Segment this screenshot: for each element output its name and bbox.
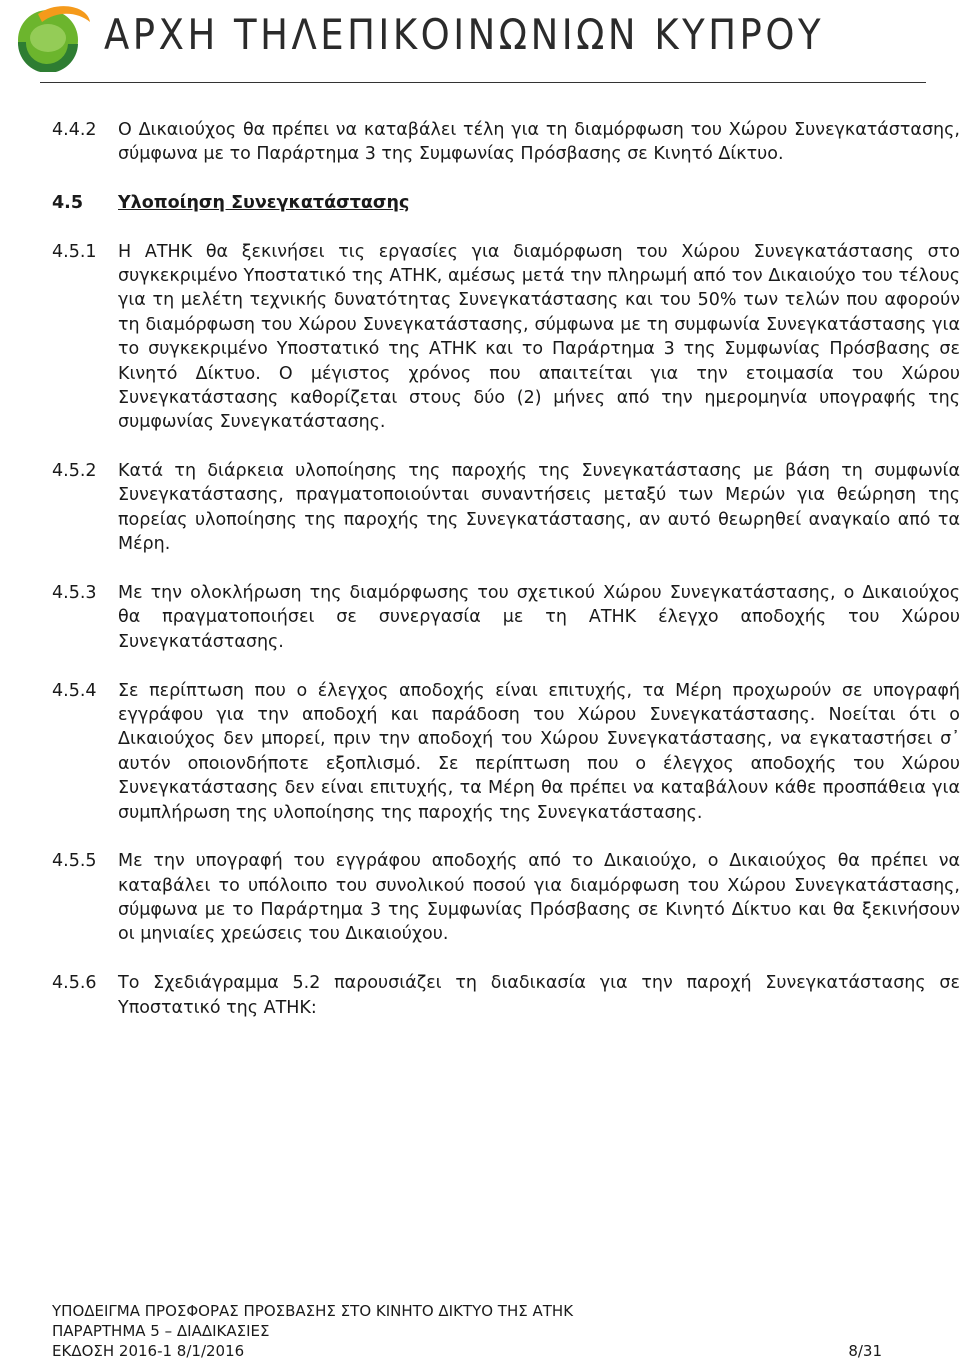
- section-text: Κατά τη διάρκεια υλοποίησης της παροχής της Συνεγκατάστασης με βάση τη συμφωνία Συνεγκατάστασης, πραγματοποιούνται συναντήσεις μεταξύ των Μερών για θεώρηση της πορείας υλοποίησης της παροχής της Συνεγκατάστασης, αν αυτό θεωρηθεί αναγκαίο από τα Μέρη.: [118, 461, 960, 555]
- page-footer: [52, 1301, 882, 1361]
- section-text: Το Σχεδιάγραμμα 5.2 παρουσιάζει τη διαδικασία για την παροχή Συνεγκατάστασης σε Υποστατικό της ΑΤΗΚ:: [118, 973, 960, 1018]
- section-text: Ο Δικαιούχος θα πρέπει να καταβάλει τέλη για τη διαμόρφωση του Χώρου Συνεγκατάστασης, σύμφωνα με το Παράρτημα 3 της Συμφωνίας Πρόσβασης σε Κινητό Δίκτυο.: [118, 120, 960, 165]
- section-4-5-3: [52, 581, 960, 654]
- section-text: Με την υπογραφή του εγγράφου αποδοχής από το Δικαιούχο, ο Δικαιούχος θα πρέπει να καταβάλει το υπόλοιπο του συνολικού ποσού για διαμόρφωση του Χώρου Συνεγκατάστασης, σύμφωνα με το Παράρτημα 3 της Συμφωνίας Πρόσβασης σε Κινητό Δίκτυο και θα ξεκινήσουν οι μηνιαίες χρεώσεις του Δικαιούχου.: [118, 851, 960, 945]
- section-number: 4.5.6: [52, 973, 97, 994]
- section-title: Υλοποίηση Συνεγκατάστασης: [118, 193, 410, 214]
- page-number: 8/31: [848, 1342, 882, 1360]
- section-4-5-5: [52, 849, 960, 947]
- section-4-5-1: [52, 240, 960, 435]
- section-number: 4.5.1: [52, 241, 97, 262]
- organization-name: ΑΡΧΗ ΤΗΛΕΠΙΚΟΙΝΩΝΙΩΝ ΚΥΠΡΟΥ: [104, 10, 825, 59]
- section-number: 4.5.5: [52, 851, 97, 872]
- section-text: Η ΑΤΗΚ θα ξεκινήσει τις εργασίες για διαμόρφωση του Χώρου Συνεγκατάστασης στο συγκεκριμένο Υποστατικό της ΑΤΗΚ, αμέσως μετά την πληρωμή από τον Δικαιούχο του τέλους για τη μελέτη τεχνικής δυνατότητας Συνεγκατάστασης και του 50% των τελών που αφορούν τη διαμόρφωση του Χώρου Συνεγκατάστασης, σύμφωνα με τη συμφωνία Συνεγκατάστασης για το συγκεκριμένο Υποστατικό της ΑΤΗΚ και το Παράρτημα 3 της Συμφωνίας Πρόσβασης σε Κινητό Δίκτυο. Ο μέγιστος χρόνος που απαιτείται για την ετοιμασία του Χώρου Συνεγκατάστασης καθορίζεται στους δύο (2) μήνες από την ημερομηνία υπογραφής της συμφωνίας Συνεγκατάστασης.: [118, 241, 960, 433]
- section-number: 4.4.2: [52, 120, 97, 140]
- section-heading-4-5: [52, 191, 960, 215]
- section-text: Σε περίπτωση που ο έλεγχος αποδοχής είναι επιτυχής, τα Μέρη προχωρούν σε υπογραφή εγγράφου για την αποδοχή και παράδοση του Χώρου Συνεγκατάστασης. Νοείται ότι ο Δικαιούχος δεν μπορεί, πριν την αποδοχή του Χώρου Συνεγκατάστασης, να εγκαταστήσει σ᾽ αυτόν οποιονδήποτε εξοπλισμό. Σε περίπτωση που ο έλεγχος αποδοχής του Χώρου Συνεγκατάστασης δεν είναι επιτυχής, τα Μέρη θα πρέπει να καταβάλουν κάθε προσπάθεια για συμπλήρωση της υλοποίησης της παροχής της Συνεγκατάστασης.: [118, 680, 960, 823]
- footer-document-title: ΥΠΟΔΕΙΓΜΑ ΠΡΟΣΦΟΡΑΣ ΠΡΟΣΒΑΣΗΣ ΣΤΟ ΚΙΝΗΤΟ ΔΙΚΤΥΟ ΤΗΣ ΑΤΗΚ: [52, 1302, 574, 1320]
- cyta-logo-icon: [8, 2, 92, 72]
- header-divider: [40, 82, 926, 83]
- footer-annex: ΠΑΡΑΡΤΗΜΑ 5 – ΔΙΑΔΙΚΑΣΙΕΣ: [52, 1322, 270, 1340]
- section-text: Με την ολοκλήρωση της διαμόρφωσης του σχετικού Χώρου Συνεγκατάστασης, ο Δικαιούχος θα πραγματοποιήσει σε συνεργασία με τη ΑΤΗΚ έλεγχο αποδοχής του Χώρου Συνεγκατάστασης.: [118, 582, 960, 652]
- footer-version-row: [52, 1341, 882, 1361]
- section-number: 4.5.4: [52, 680, 97, 701]
- section-4-4-2: [52, 118, 960, 167]
- section-4-5-4: [52, 679, 960, 825]
- section-number: 4.5.2: [52, 461, 97, 482]
- footer-version: ΕΚΔΟΣΗ 2016-1 8/1/2016: [52, 1342, 245, 1360]
- page-header: [0, 0, 960, 84]
- document-body: [52, 118, 960, 1044]
- section-number: 4.5.3: [52, 582, 97, 603]
- section-4-5-2: [52, 459, 960, 557]
- section-4-5-6: [52, 971, 960, 1020]
- section-number: 4.5: [52, 193, 84, 214]
